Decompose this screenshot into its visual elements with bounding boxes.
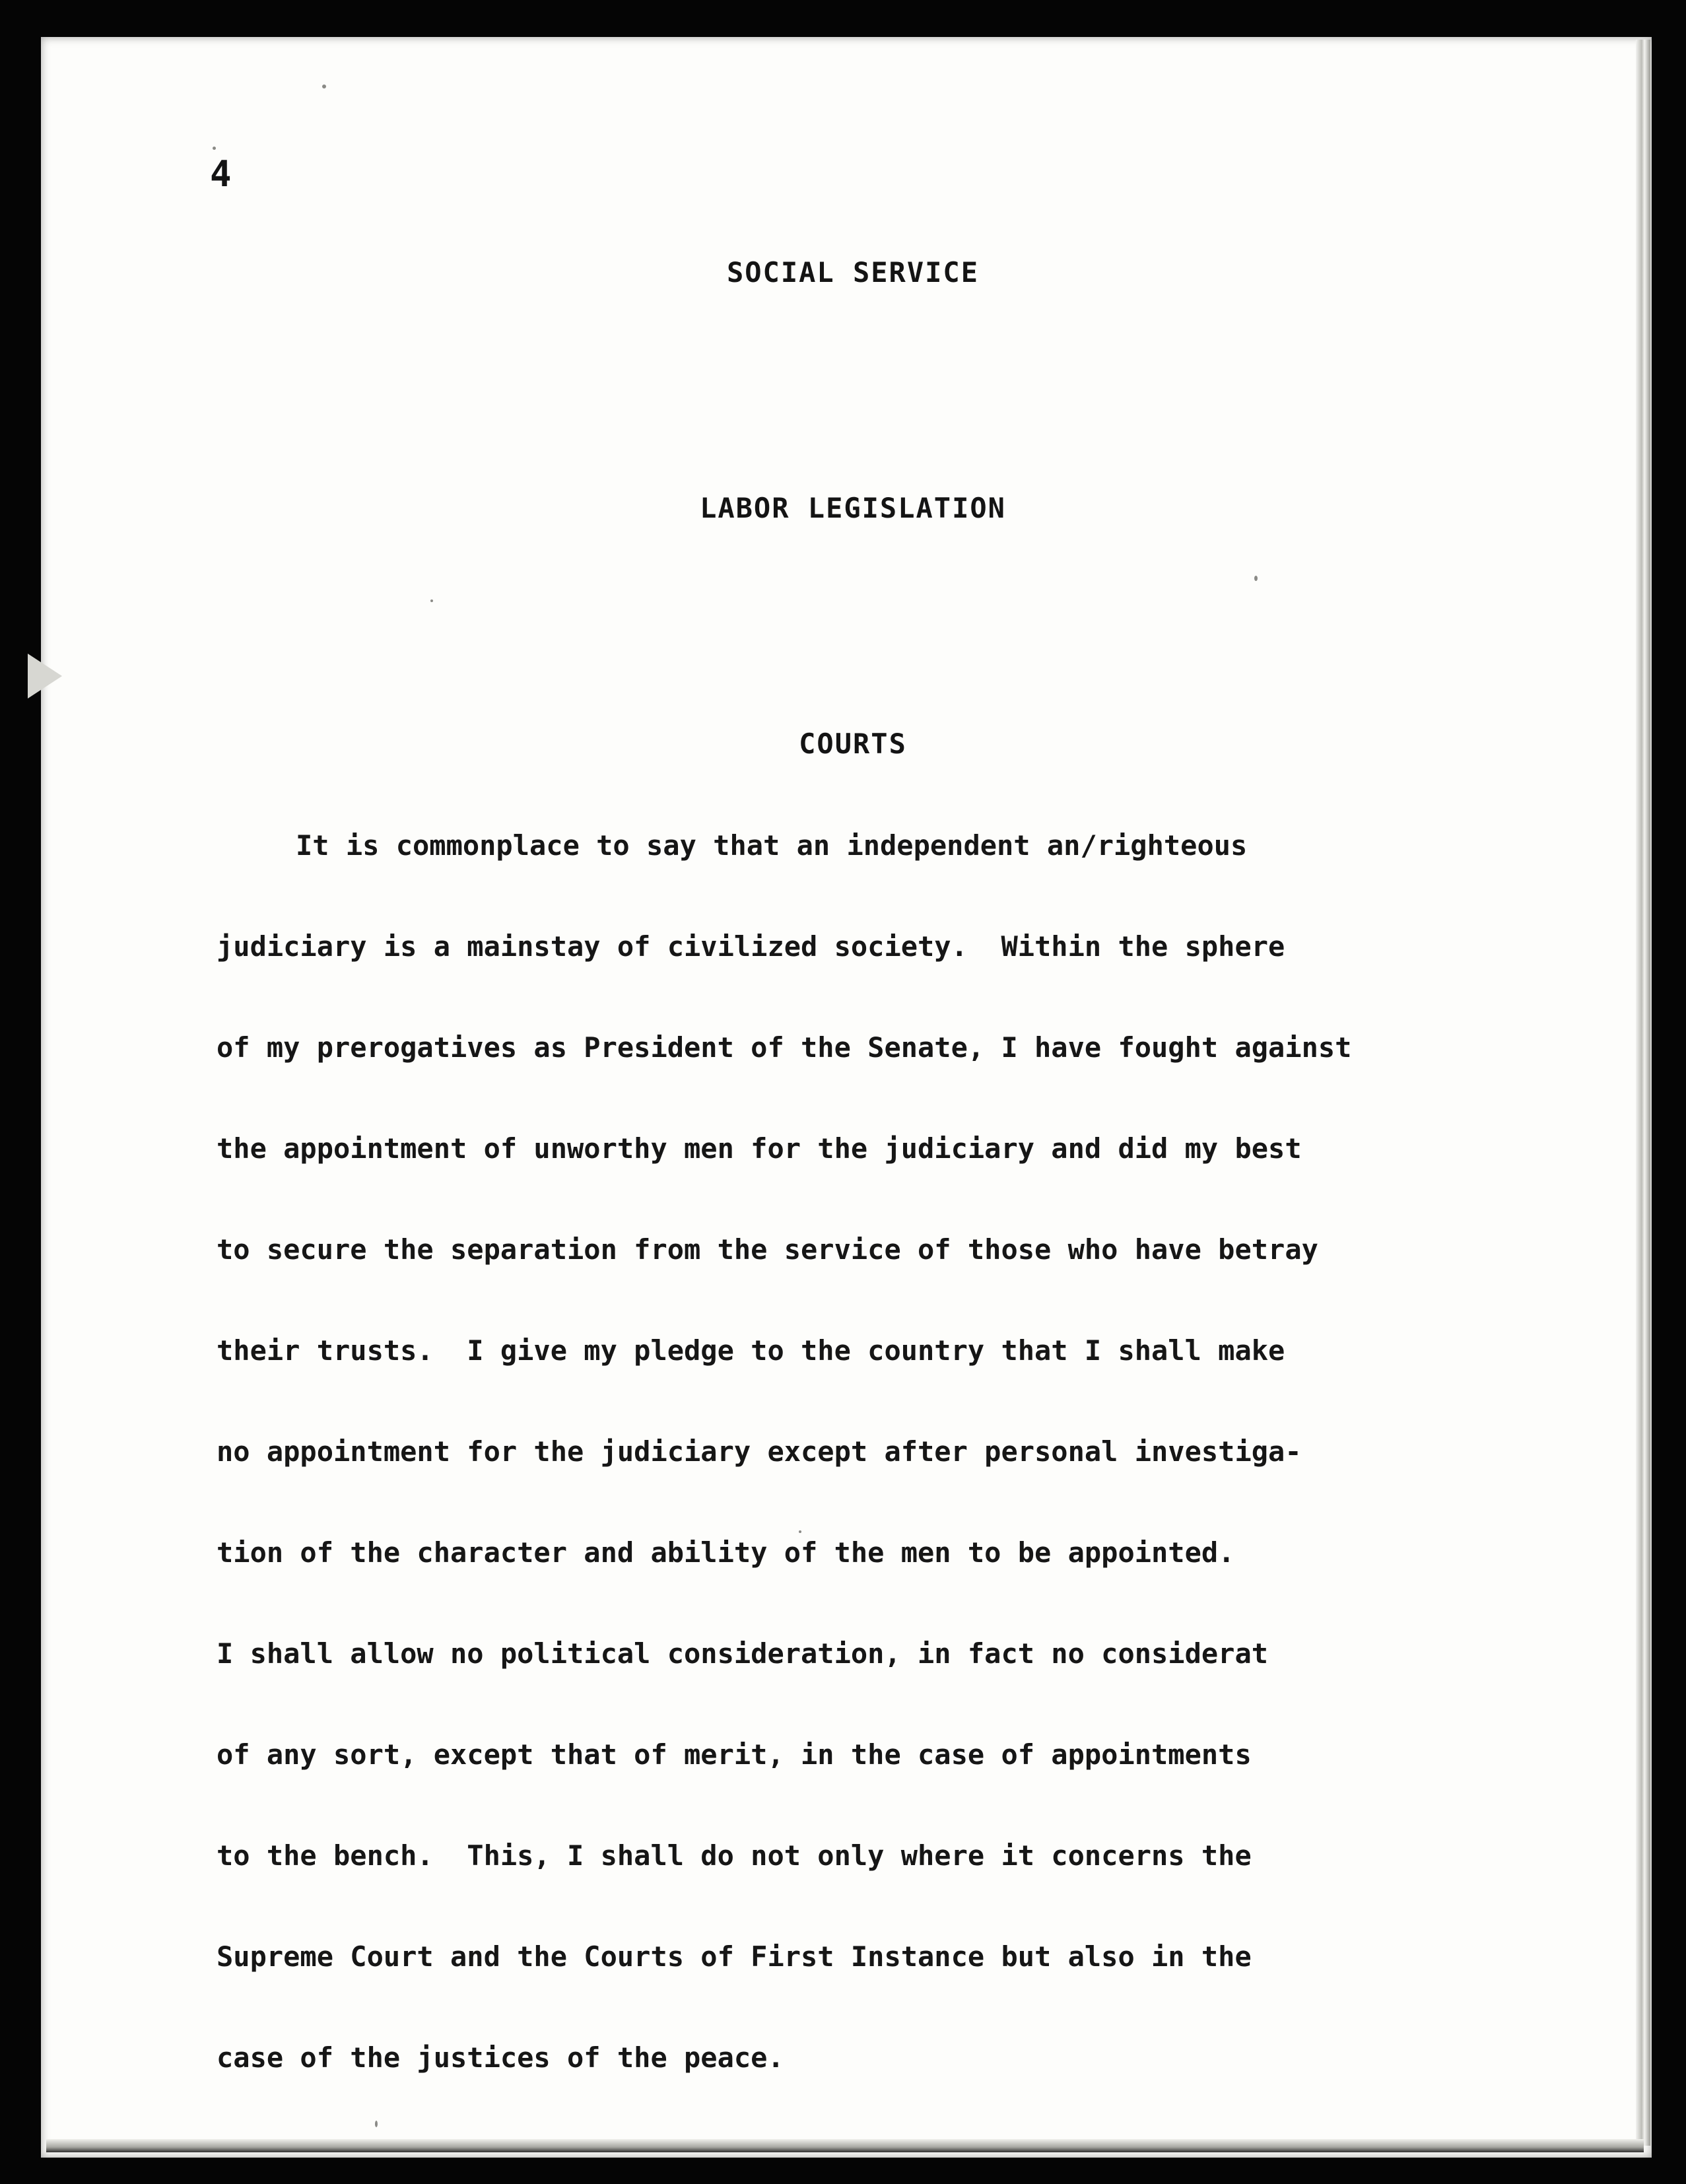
paragraph-line: their trusts. I give my pledge to the country that I shall make — [217, 1334, 1285, 1367]
page-tear-mark — [28, 654, 62, 699]
courts-paragraph — [217, 824, 1629, 2137]
paragraph-line: no appointment for the judiciary except after personal investiga- — [217, 1435, 1302, 1468]
paragraph-line: to secure the separation from the service of those who have betray — [217, 1233, 1318, 1266]
heading-labor-legislation: LABOR LEGISLATION — [700, 492, 1006, 524]
heading-social-service: SOCIAL SERVICE — [726, 256, 979, 289]
speck — [213, 147, 216, 150]
paragraph-line: to the bench. This, I shall do not only where it concerns the — [217, 1839, 1252, 1872]
heading-courts: COURTS — [799, 728, 907, 760]
paragraph-line: the appointment of unworthy men for the judiciary and did my best — [217, 1132, 1302, 1165]
speck — [322, 85, 326, 88]
page-edge-bottom — [46, 2139, 1644, 2152]
paragraph-line: tion of the character and ability of the men to be appointed. — [217, 1536, 1235, 1569]
paragraph-line: judiciary is a mainstay of civilized society. Within the sphere — [217, 930, 1285, 963]
paragraph-line: of any sort, except that of merit, in the case of appointments — [217, 1738, 1252, 1771]
paragraph-line: I shall allow no political consideration, in fact no considerat — [217, 1637, 1269, 1670]
page-number: 4 — [210, 153, 232, 195]
speck — [1254, 576, 1258, 581]
speck — [430, 599, 433, 602]
paragraph-line: Supreme Court and the Courts of First Instance but also in the — [217, 1940, 1252, 1973]
paragraph-line: case of the justices of the peace. — [217, 2041, 784, 2074]
paragraph-line: It is commonplace to say that an independent an/righteous — [296, 829, 1248, 862]
page-edge-right — [1636, 40, 1650, 2146]
paragraph-line: of my prerogatives as President of the Senate, I have fought against — [217, 1031, 1352, 1064]
